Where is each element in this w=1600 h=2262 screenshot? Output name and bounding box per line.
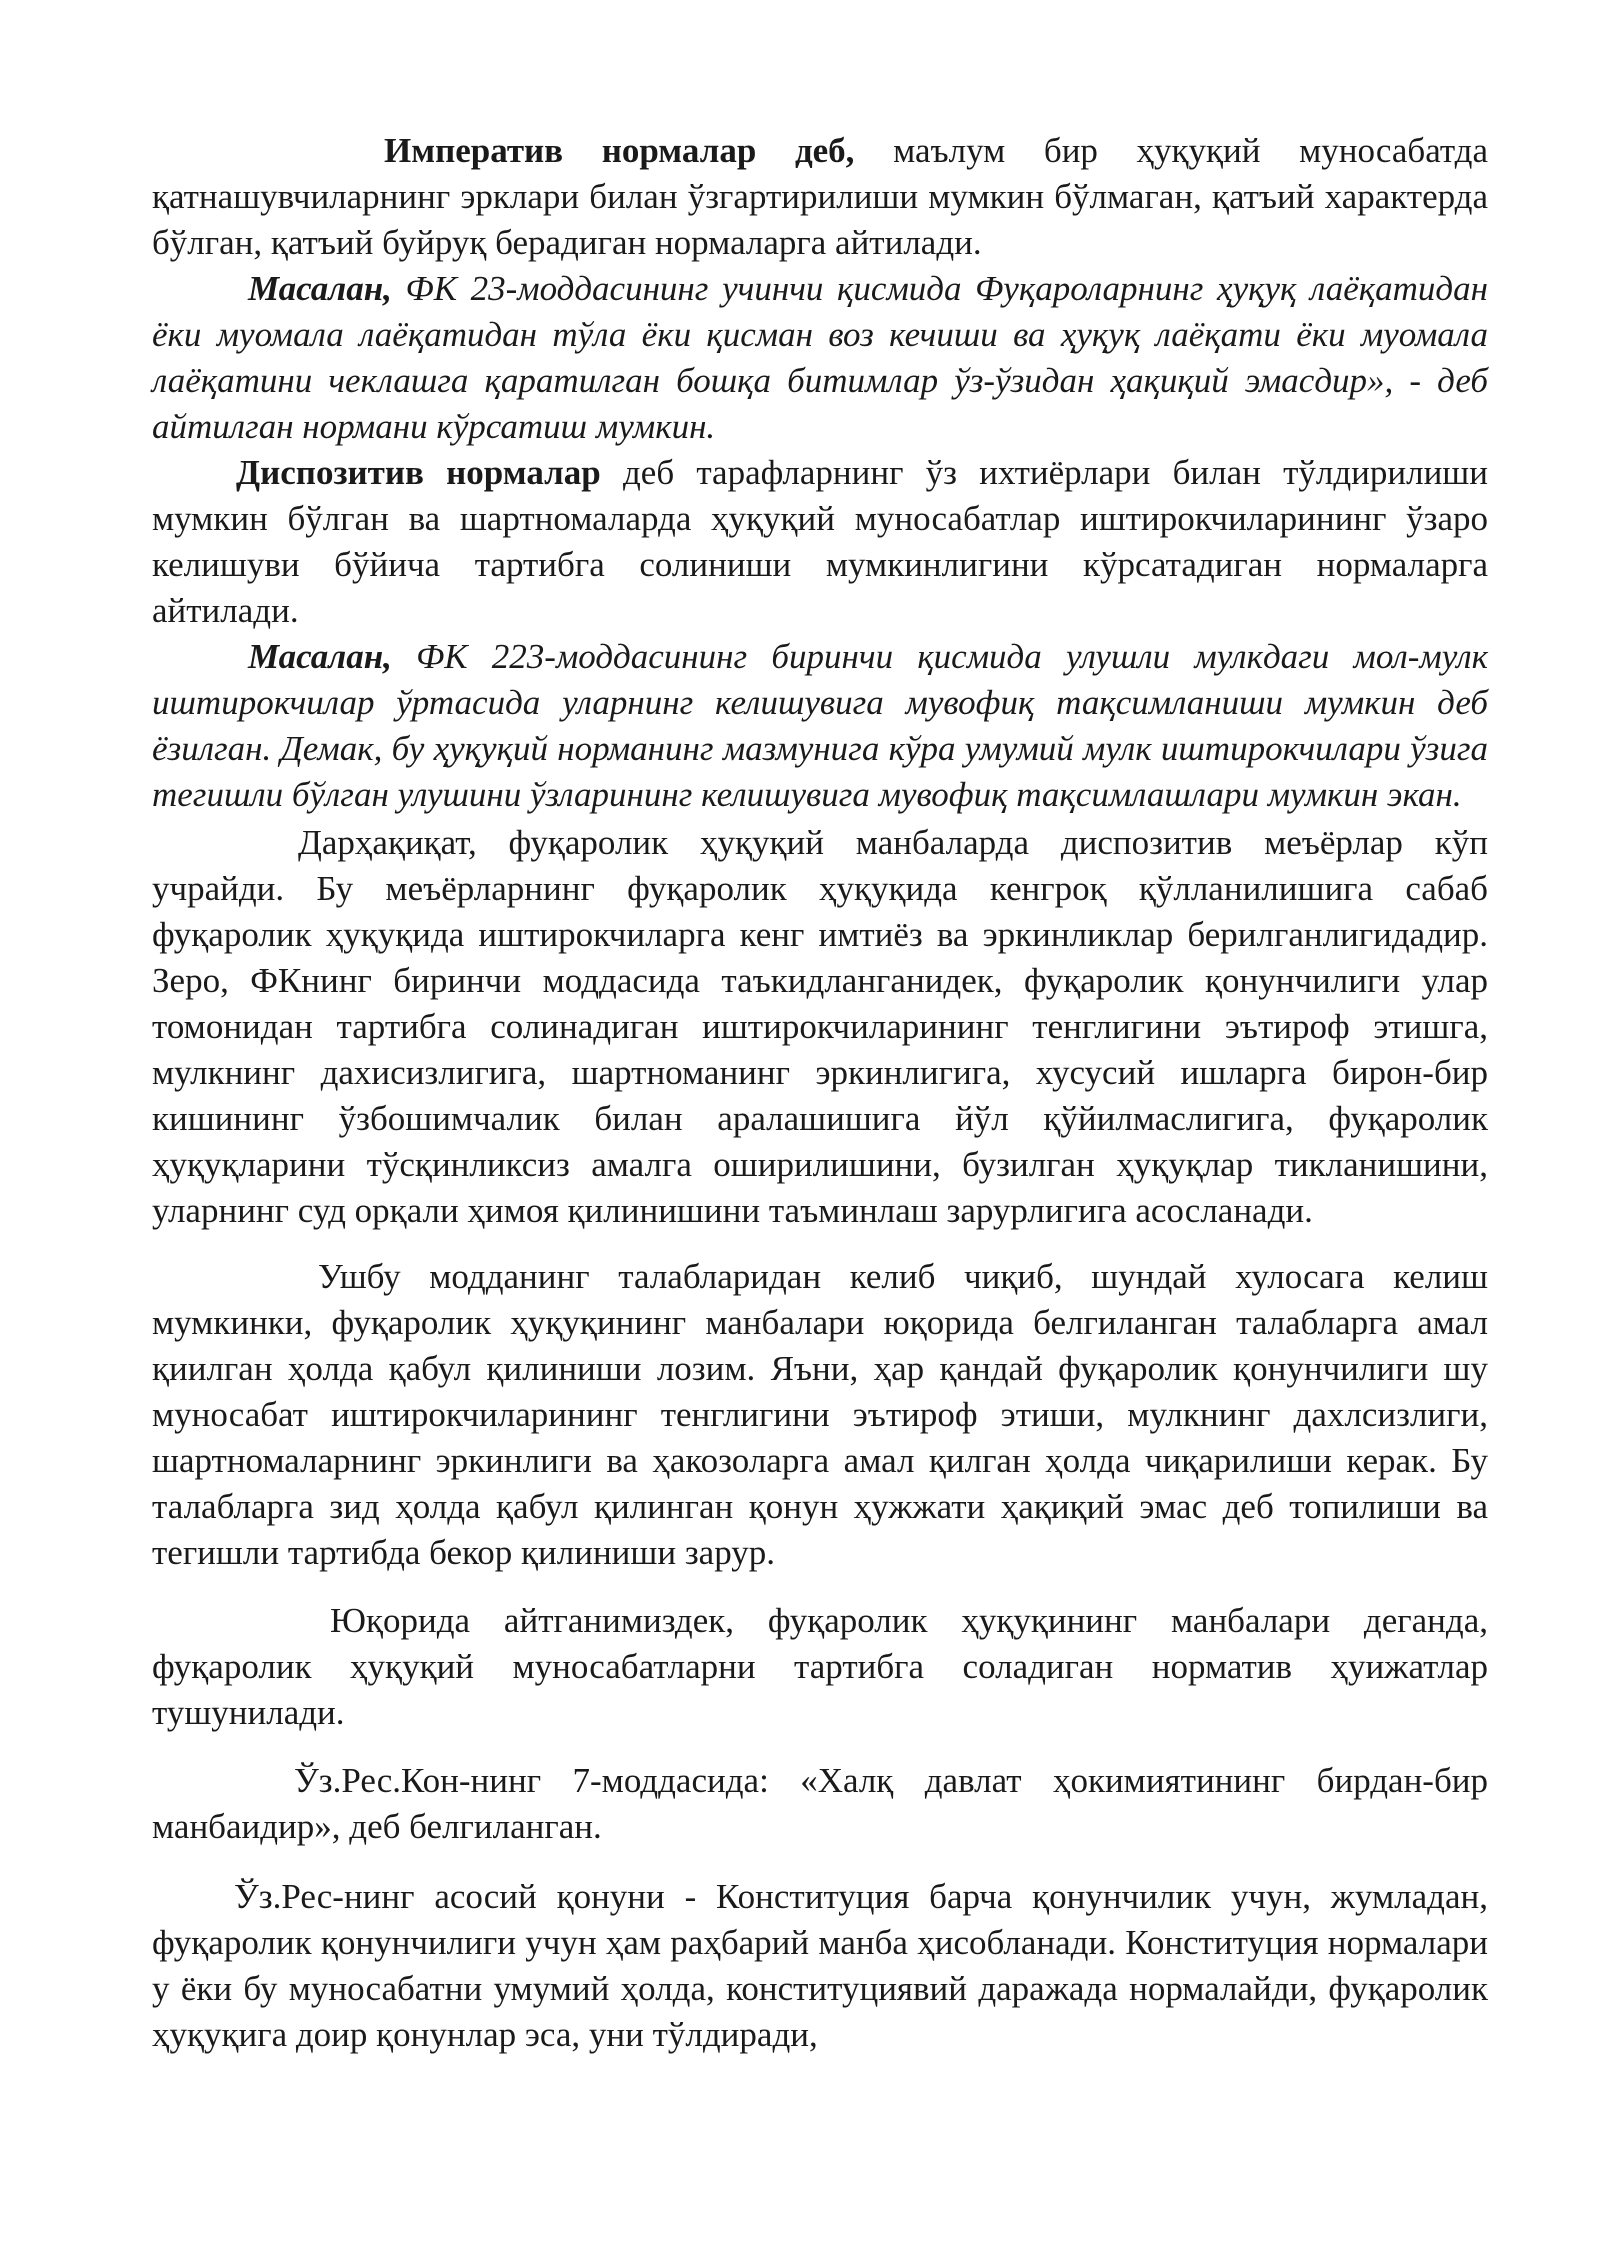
example-label: Масалан,: [248, 269, 392, 308]
paragraph-constitution-role: Ўз.Рес-нинг асосий қонуни - Конституция барча қонунчилик учун, жумладан, фуқаролик қонунчилиги учун ҳам раҳбарий манба ҳисобланади. Конституция нормалари у ёки бу муносабатни умумий ҳолда, конституциявий даражада нормалайди, фуқаролик ҳуқуқига доир қонунлар эса, уни тўлдиради,: [152, 1877, 1488, 2054]
paragraph-text: деб тарафларнинг ўз ихтиёрлари билан тўлдирилиши мумкин бўлган ва шартномаларда ҳуқуқий муносабатлар иштирокчиларининг ўзаро келишуви бўйича тартибга солиниши мумкинлигини кўрсатадиган нормаларга айтилади.: [152, 453, 1488, 630]
paragraph-dispositive-prevalence: Дарҳақиқат, фуқаролик ҳуқуқий манбаларда диспозитив меъёрлар кўп учрайди. Бу меъёрларнинг фуқаролик ҳуқуқида кенгроқ қўлланилишига сабаб фуқаролик ҳуқуқида иштирокчиларга кенг имтиёз ва эркинликлар берилганлигидадир. Зеро, ФКнинг биринчи моддасида таъкидланганидек, фуқаролик қонунчилиги улар томонидан тартибга солинадиган иштирокчиларининг тенглигини эътироф этишга, мулкнинг дахисизлигига, шартноманинг эркинлигига, хусусий ишларга бирон-бир кишининг ўзбошимчалик билан аралашишига йўл қўйилмаслигига, фуқаролик ҳуқуқларини тўсқинликсиз амалга оширилишини, бузилган ҳуқуқлар тикланишини, уларнинг суд орқали ҳимоя қилинишини таъминлаш зарурлигига асосланади.: [152, 823, 1488, 1230]
document-page: [152, 128, 1488, 2058]
paragraph-text: маълум бир ҳуқуқий муносабатда қатнашувчиларнинг эрклари билан ўзгартирилиши мумкин бўлмаган, қатъий характерда бўлган, қатъий буйруқ берадиган нормаларга айтилади.: [152, 131, 1488, 262]
paragraph-example-article-223: [152, 634, 1488, 818]
example-label: Масалан,: [248, 637, 392, 676]
paragraph-imperative-norms: [152, 128, 1488, 266]
paragraph-dispositive-norms: [152, 450, 1488, 634]
paragraph-sources-summary: Юқорида айтганимиздек, фуқаролик ҳуқуқининг манбалари деганда, фуқаролик ҳуқуқий муносабатларни тартибга соладиган норматив ҳуижатлар тушунилади.: [152, 1601, 1488, 1732]
paragraph-constitution-article-7: Ўз.Рес.Кон-нинг 7-моддасида: «Халқ давлат ҳокимиятининг бирдан-бир манбаидир», деб белгиланган.: [152, 1761, 1488, 1846]
term-dispositive-norms: Диспозитив нормалар: [236, 453, 601, 492]
paragraph-text: ФК 23-моддасининг учинчи қисмида Фуқароларнинг ҳуқуқ лаёқатидан ёки муомала лаёқатидан тўла ёки қисман воз кечиши ва ҳуқуқ лаёқати ёки муомала лаёқатини чеклашга қаратилган бошқа битимлар ўз-ўзидан ҳақиқий эмасдир», - деб айтилган нормани кўрсатиш мумкин.: [152, 269, 1488, 446]
paragraph-text: ФК 223-моддасининг биринчи қисмида улушли мулкдаги мол-мулк иштирокчилар ўртасида уларнинг келишувига мувофиқ тақсимланиши мумкин деб ёзилган. Демак, бу ҳуқуқий норманинг мазмунига кўра умумий мулк иштирокчилари ўзига тегишли бўлган улушини ўзларининг келишувига мувофиқ тақсимлашлари мумкин экан.: [152, 637, 1488, 814]
term-imperative-norms: Императив нормалар деб,: [384, 131, 855, 170]
paragraph-example-article-23: [152, 266, 1488, 450]
paragraph-requirements-conclusion: Ушбу модданинг талабларидан келиб чиқиб, шундай хулосага келиш мумкинки, фуқаролик ҳуқуқининг манбалари юқорида белгиланган талабларга амал қиилган ҳолда қабул қилиниши лозим. Яъни, ҳар қандай фуқаролик қонунчилиги шу муносабат иштирокчиларининг тенглигини эътироф этиши, мулкнинг дахлсизлиги, шартномаларнинг эркинлиги ва ҳакозоларга амал қилган ҳолда чиқарилиши керак. Бу талабларга зид ҳолда қабул қилинган қонун ҳужжати ҳақиқий эмас деб топилиши ва тегишли тартибда бекор қилиниши зарур.: [152, 1257, 1488, 1572]
